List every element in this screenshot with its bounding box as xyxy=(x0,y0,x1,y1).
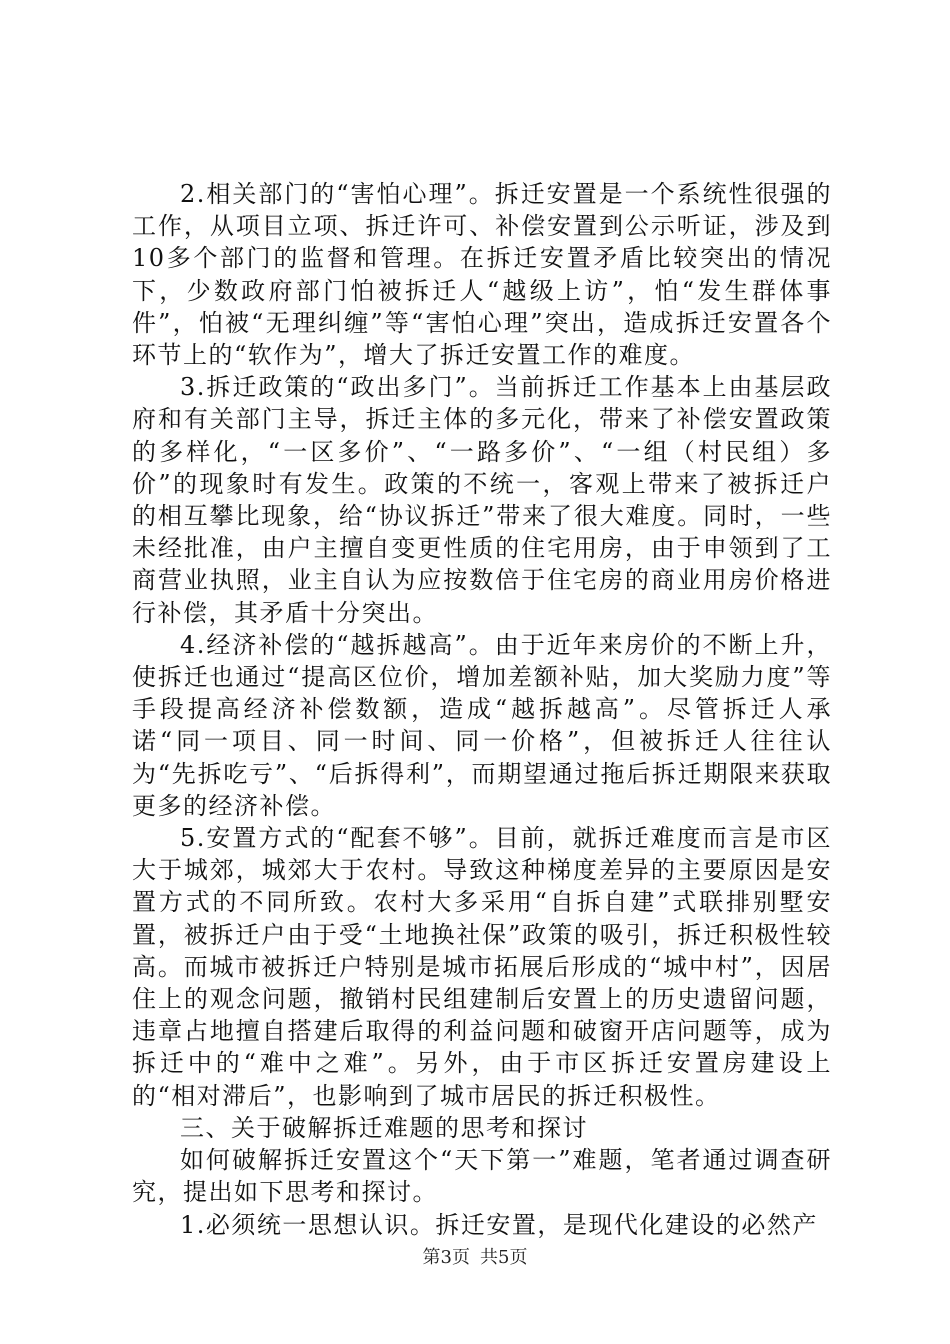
page-footer xyxy=(0,1243,950,1269)
paragraph-fear-mentality: 2.相关部门的“害怕心理”。拆迁安置是一个系统性很强的工作，从项目立项、拆迁许可、补偿安置到公示听证，涉及到10多个部门的监督和管理。在拆迁安置矛盾比较突出的情况下，少数政府部门怕被拆迁人“越级上访”，怕“发生群体事件”，怕被“无理纠缠”等“害怕心理”突出，造成拆迁安置各个环节上的“软作为”，增大了拆迁安置工作的难度。 xyxy=(132,180,832,370)
page-total: 共5页 xyxy=(480,1247,528,1268)
page-number: 第3页 xyxy=(422,1247,470,1268)
paragraph-unify-thinking: 1.必须统一思想认识。拆迁安置，是现代化建设的必然产 xyxy=(180,1210,818,1239)
section-heading: 三、关于破解拆迁难题的思考和探讨 xyxy=(180,1113,588,1142)
paragraph-intro-thoughts: 如何破解拆迁安置这个“天下第一”难题，笔者通过调查研究，提出如下思考和探讨。 xyxy=(132,1146,832,1207)
paragraph-resettlement-insufficient: 5.安置方式的“配套不够”。目前，就拆迁难度而言是市区大于城郊，城郊大于农村。导致这种梯度差异的主要原因是安置方式的不同所致。农村大多采用“自拆自建”式联排别墅安置，被拆迁户由于受“土地换社保”政策的吸引，拆迁积极性较高。而城市被拆迁户特别是城市拓展后形成的“城中村”，因居住上的观念问题，撤销村民组建制后安置上的历史遗留问题，违章占地擅自搭建后取得的利益问题和破窗开店问题等，成为拆迁中的“难中之难”。另外，由于市区拆迁安置房建设上的“相对滞后”，也影响到了城市居民的拆迁积极性。 xyxy=(132,824,832,1110)
paragraph-compensation-rising: 4.经济补偿的“越拆越高”。由于近年来房价的不断上升，使拆迁也通过“提高区位价，增加差额补贴，加大奖励力度”等手段提高经济补偿数额，造成“越拆越高”。尽管拆迁人承诺“同一项目、同一时间、同一价格”，但被拆迁人往往认为“先拆吃亏”、“后拆得利”，而期望通过拖后拆迁期限来获取更多的经济补偿。 xyxy=(132,630,832,820)
paragraph-policy-multiple-sources: 3.拆迁政策的“政出多门”。当前拆迁工作基本上由基层政府和有关部门主导，拆迁主体的多元化，带来了补偿安置政策的多样化，“一区多价”、“一路多价”、“一组（村民组）多价”的现象时有发生。政策的不统一，客观上带来了被拆迁户的相互攀比现象，给“协议拆迁”带来了很大难度。同时，一些未经批准，由户主擅自变更性质的住宅用房，由于申领到了工商营业执照，业主自认为应按数倍于住宅房的商业用房价格进行补偿，其矛盾十分突出。 xyxy=(132,373,832,627)
document-body xyxy=(132,178,832,1241)
